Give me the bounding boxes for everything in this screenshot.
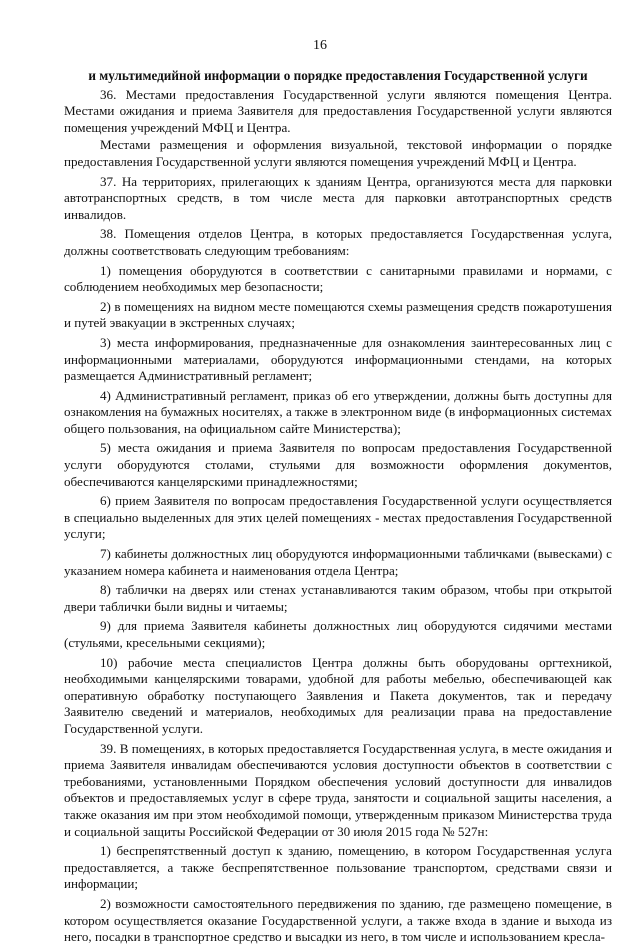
requirement-1: 1) помещения оборудуются в соответствии с санитарными правилами и нормами, с соблюдением необходимых мер безопасности;	[64, 262, 612, 295]
requirement-4: 4) Административный регламент, приказ об его утверждении, должны быть доступны для ознакомления на бумажных носителях, а также в электронном виде (в информационных системах общего пользования, на официальном сайте Министерства);	[64, 387, 612, 436]
paragraph-37: 37. На территориях, прилегающих к зданиям Центра, организуются места для парковки автотранспортных средств, в том числе места для парковки автотранспортных средств инвалидов.	[64, 173, 612, 222]
requirement-5: 5) места ожидания и приема Заявителя по вопросам предоставления Государственной услуги оборудуются столами, стульями для возможности оформления документов, обеспечиваются канцелярскими принадлежностями;	[64, 440, 612, 489]
requirement-8: 8) таблички на дверях или стенах устанавливаются таким образом, чтобы при открытой двери таблички были видны и читаемы;	[64, 582, 612, 614]
paragraph-36: 36. Местами предоставления Государственной услуги являются помещения Центра. Местами ожидания и приема Заявителя для предоставления Государственной услуги являются помещения учреждений МФЦ и Центра.	[64, 86, 612, 135]
document-body	[64, 68, 612, 949]
paragraph-39: 39. В помещениях, в которых предоставляется Государственная услуга, в месте ожидания и приема Заявителя инвалидам обеспечиваются условия доступности объектов в соответствии с требованиями, установленными Порядком обеспечения условий доступности для инвалидов объектов и предоставляемых услуг в сфере труда, занятости и социальной защиты населения, а также оказания им при этом необходимой помощи, утвержденным приказом Министерства труда и социальной защиты Российской Федерации от 30 июля 2015 года № 527н:	[64, 740, 612, 839]
requirement-7: 7) кабинеты должностных лиц оборудуются информационными табличками (вывесками) с указанием номера кабинета и наименования отдела Центра;	[64, 546, 612, 578]
section-heading: и мультимедийной информации о порядке предоставления Государственной услуги	[88, 68, 588, 83]
requirement-3: 3) места информирования, предназначенные для ознакомления заинтересованных лиц с информационными материалами, оборудуются информационными стендами, на которых размещается Административный регламент;	[64, 334, 612, 384]
accessibility-1: 1) беспрепятственный доступ к зданию, помещению, в котором Государственная услуга предоставляется, а также беспрепятственное пользование транспортом, средствами связи и информации;	[64, 843, 612, 892]
page-number: 16	[313, 38, 327, 53]
requirement-10: 10) рабочие места специалистов Центра должны быть оборудованы оргтехникой, необходимыми канцелярскими товарами, удобной для работы мебелью, обеспечивающей как оперативную обработку поступающего Заявления и Пакета документов, так и передачу Заявителю сведений и материалов, необходимых для реализации права на предоставление Государственной услуги.	[64, 654, 612, 736]
requirement-6: 6) прием Заявителя по вопросам предоставления Государственной услуги осуществляется в специально выделенных для этих целей помещениях - местах предоставления Государственной услуги;	[64, 493, 612, 542]
requirement-9: 9) для приема Заявителя кабинеты должностных лиц оборудуются сидячими местами (стульями, кресельными секциями);	[64, 618, 612, 650]
paragraph-38: 38. Помещения отделов Центра, в которых предоставляется Государственная услуга, должны соответствовать следующим требованиям:	[64, 226, 612, 258]
requirement-2: 2) в помещениях на видном месте помещаются схемы размещения средств пожаротушения и путей эвакуации в экстренных случаях;	[64, 298, 612, 331]
paragraph-36-info-places: Местами размещения и оформления визуальной, текстовой информации о порядке предоставления Государственной услуги являются помещения учреждений МФЦ и Центра.	[64, 137, 612, 169]
accessibility-2: 2) возможности самостоятельного передвижения по зданию, где размещено помещение, в котором осуществляется оказание Государственной услуги, а также входа в здание и выхода из него, посадки в транспортное средство и высадки из него, в том числе и использованием кресла-	[64, 895, 612, 945]
